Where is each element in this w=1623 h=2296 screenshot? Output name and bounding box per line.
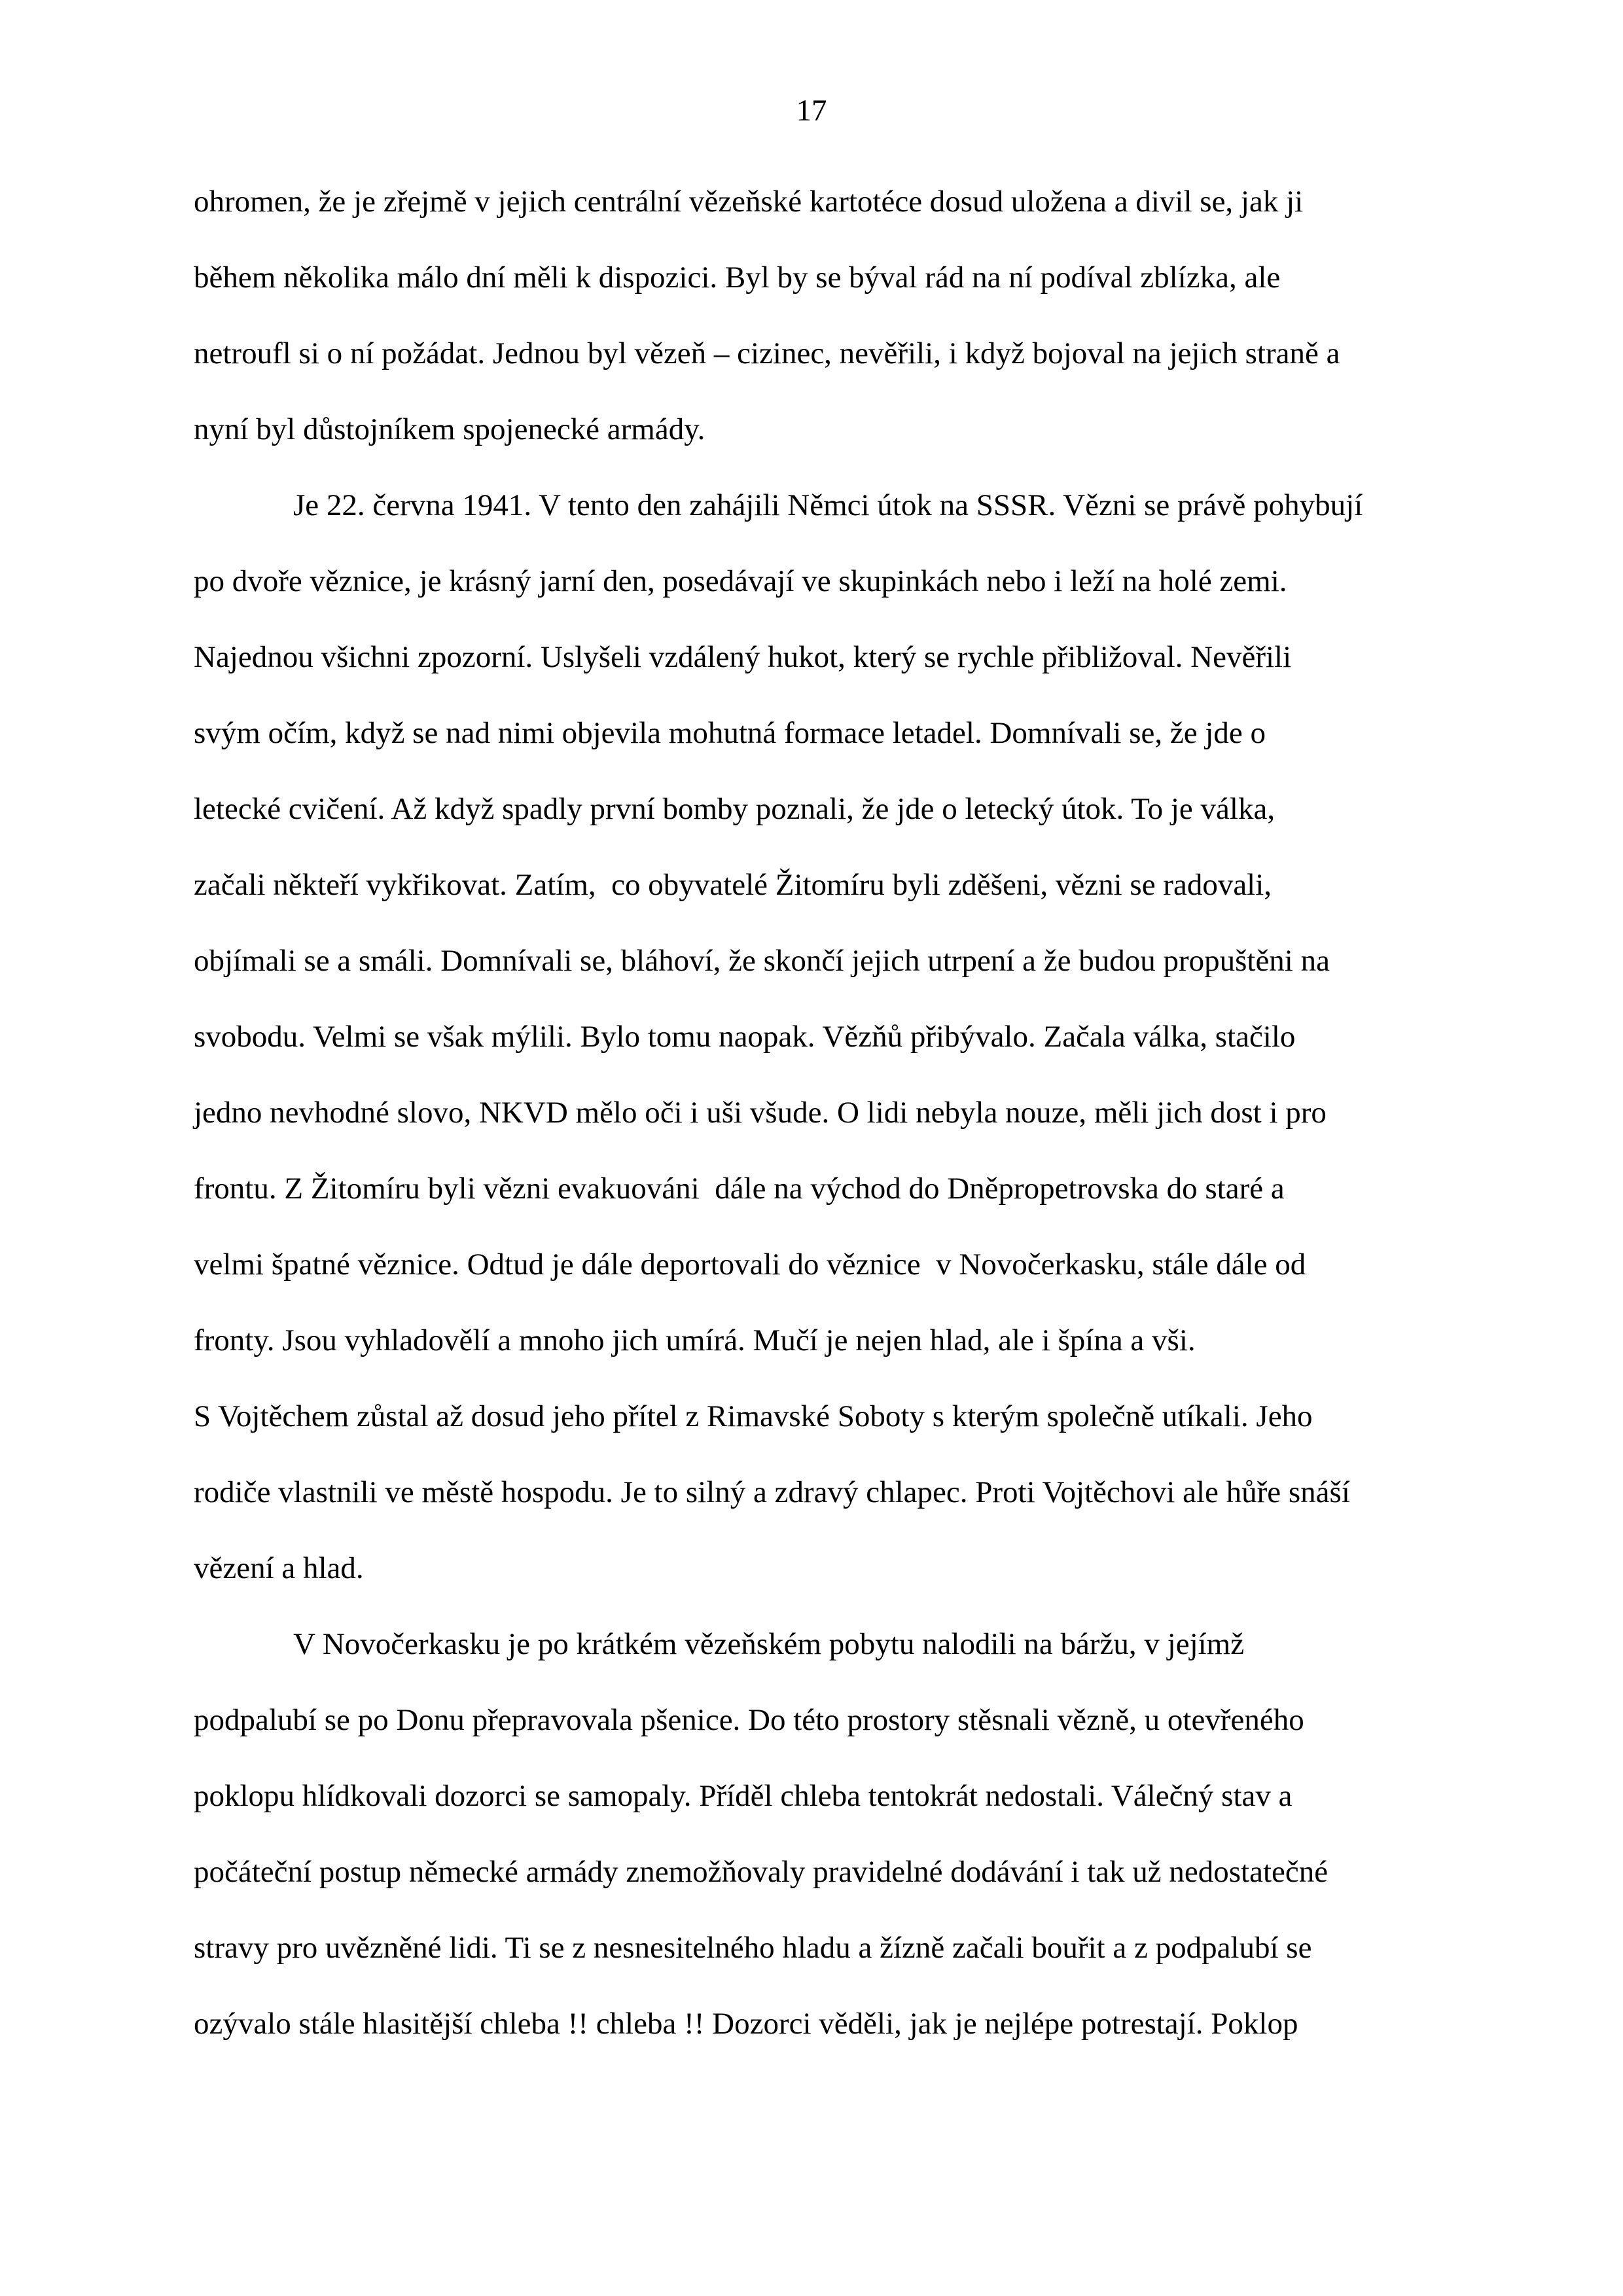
text-line: svým očím, když se nad nimi objevila mohutná formace letadel. Domnívali se, že jde o (194, 716, 1266, 750)
text-line: Najednou všichni zpozorní. Uslyšeli vzdálený hukot, který se rychle přibližoval. Nevěřili (194, 640, 1292, 674)
text-line: rodiče vlastnili ve městě hospodu. Je to silný a zdravý chlapec. Proti Vojtěchovi ale hůře snáší (194, 1475, 1350, 1509)
text-line: frontu. Z Žitomíru byli vězni evakuováni dále na východ do Dněpropetrovska do staré a (194, 1172, 1285, 1206)
text-line: netroufl si o ní požádat. Jednou byl vězeň – cizinec, nevěřili, i když bojoval na jejich straně a (194, 336, 1340, 370)
text-line: stravy pro uvězněné lidi. Ti se z nesnesitelného hladu a žízně začali bouřit a z podpalubí se (194, 1931, 1312, 1965)
text-line: fronty. Jsou vyhladovělí a mnoho jich umírá. Mučí je nejen hlad, ale i špína a vši. (194, 1323, 1196, 1357)
text-line: počáteční postup německé armády znemožňovaly pravidelné dodávání i tak už nedostatečné (194, 1855, 1329, 1889)
text-line: svobodu. Velmi se však mýlili. Bylo tomu naopak. Vězňů přibývalo. Začala válka, stačilo (194, 1020, 1296, 1054)
text-line: po dvoře věznice, je krásný jarní den, posedávají ve skupinkách nebo i leží na holé zemi. (194, 564, 1287, 598)
text-line: jedno nevhodné slovo, NKVD mělo oči i uši všude. O lidi nebyla nouze, měli jich dost i pro (194, 1096, 1327, 1130)
document-body (194, 164, 1522, 2062)
text-line: začali někteří vykřikovat. Zatím, co obyvatelé Žitomíru byli zděšeni, vězni se radovali, (194, 868, 1272, 902)
page-number: 17 (796, 94, 827, 128)
text-line: ozývalo stále hlasitější chleba !! chleba !! Dozorci věděli, jak je nejlépe potrestají. Poklop (194, 2007, 1298, 2041)
text-line: letecké cvičení. Až když spadly první bomby poznali, že jde o letecký útok. To je válka, (194, 792, 1275, 826)
text-line: S Vojtěchem zůstal až dosud jeho přítel z Rimavské Soboty s kterým společně utíkali. Jeho (194, 1399, 1313, 1433)
text-line: ohromen, že je zřejmě v jejich centrální vězeňské kartotéce dosud uložena a divil se, jak ji (194, 185, 1304, 219)
text-line: velmi špatné věznice. Odtud je dále deportovali do věznice v Novočerkasku, stále dále od (194, 1247, 1306, 1282)
text-line: vězení a hlad. (194, 1551, 364, 1585)
text-line: objímali se a smáli. Domnívali se, bláhoví, že skončí jejich utrpení a že budou propuštěni na (194, 944, 1330, 978)
text-line: Je 22. června 1941. V tento den zahájili Němci útok na SSSR. Vězni se právě pohybují (293, 488, 1363, 522)
text-line: nyní byl důstojníkem spojenecké armády. (194, 412, 705, 446)
text-line: podpalubí se po Donu přepravovala pšenice. Do této prostory stěsnali vězně, u otevřeného (194, 1703, 1304, 1737)
text-line: během několika málo dní měli k dispozici. Byl by se býval rád na ní podíval zblízka, ale (194, 260, 1281, 295)
text-line: poklopu hlídkovali dozorci se samopaly. Příděl chleba tentokrát nedostali. Válečný stav a (194, 1779, 1293, 1813)
text-line: V Novočerkasku je po krátkém vězeňském pobytu nalodili na báržu, v jejímž (293, 1627, 1245, 1661)
